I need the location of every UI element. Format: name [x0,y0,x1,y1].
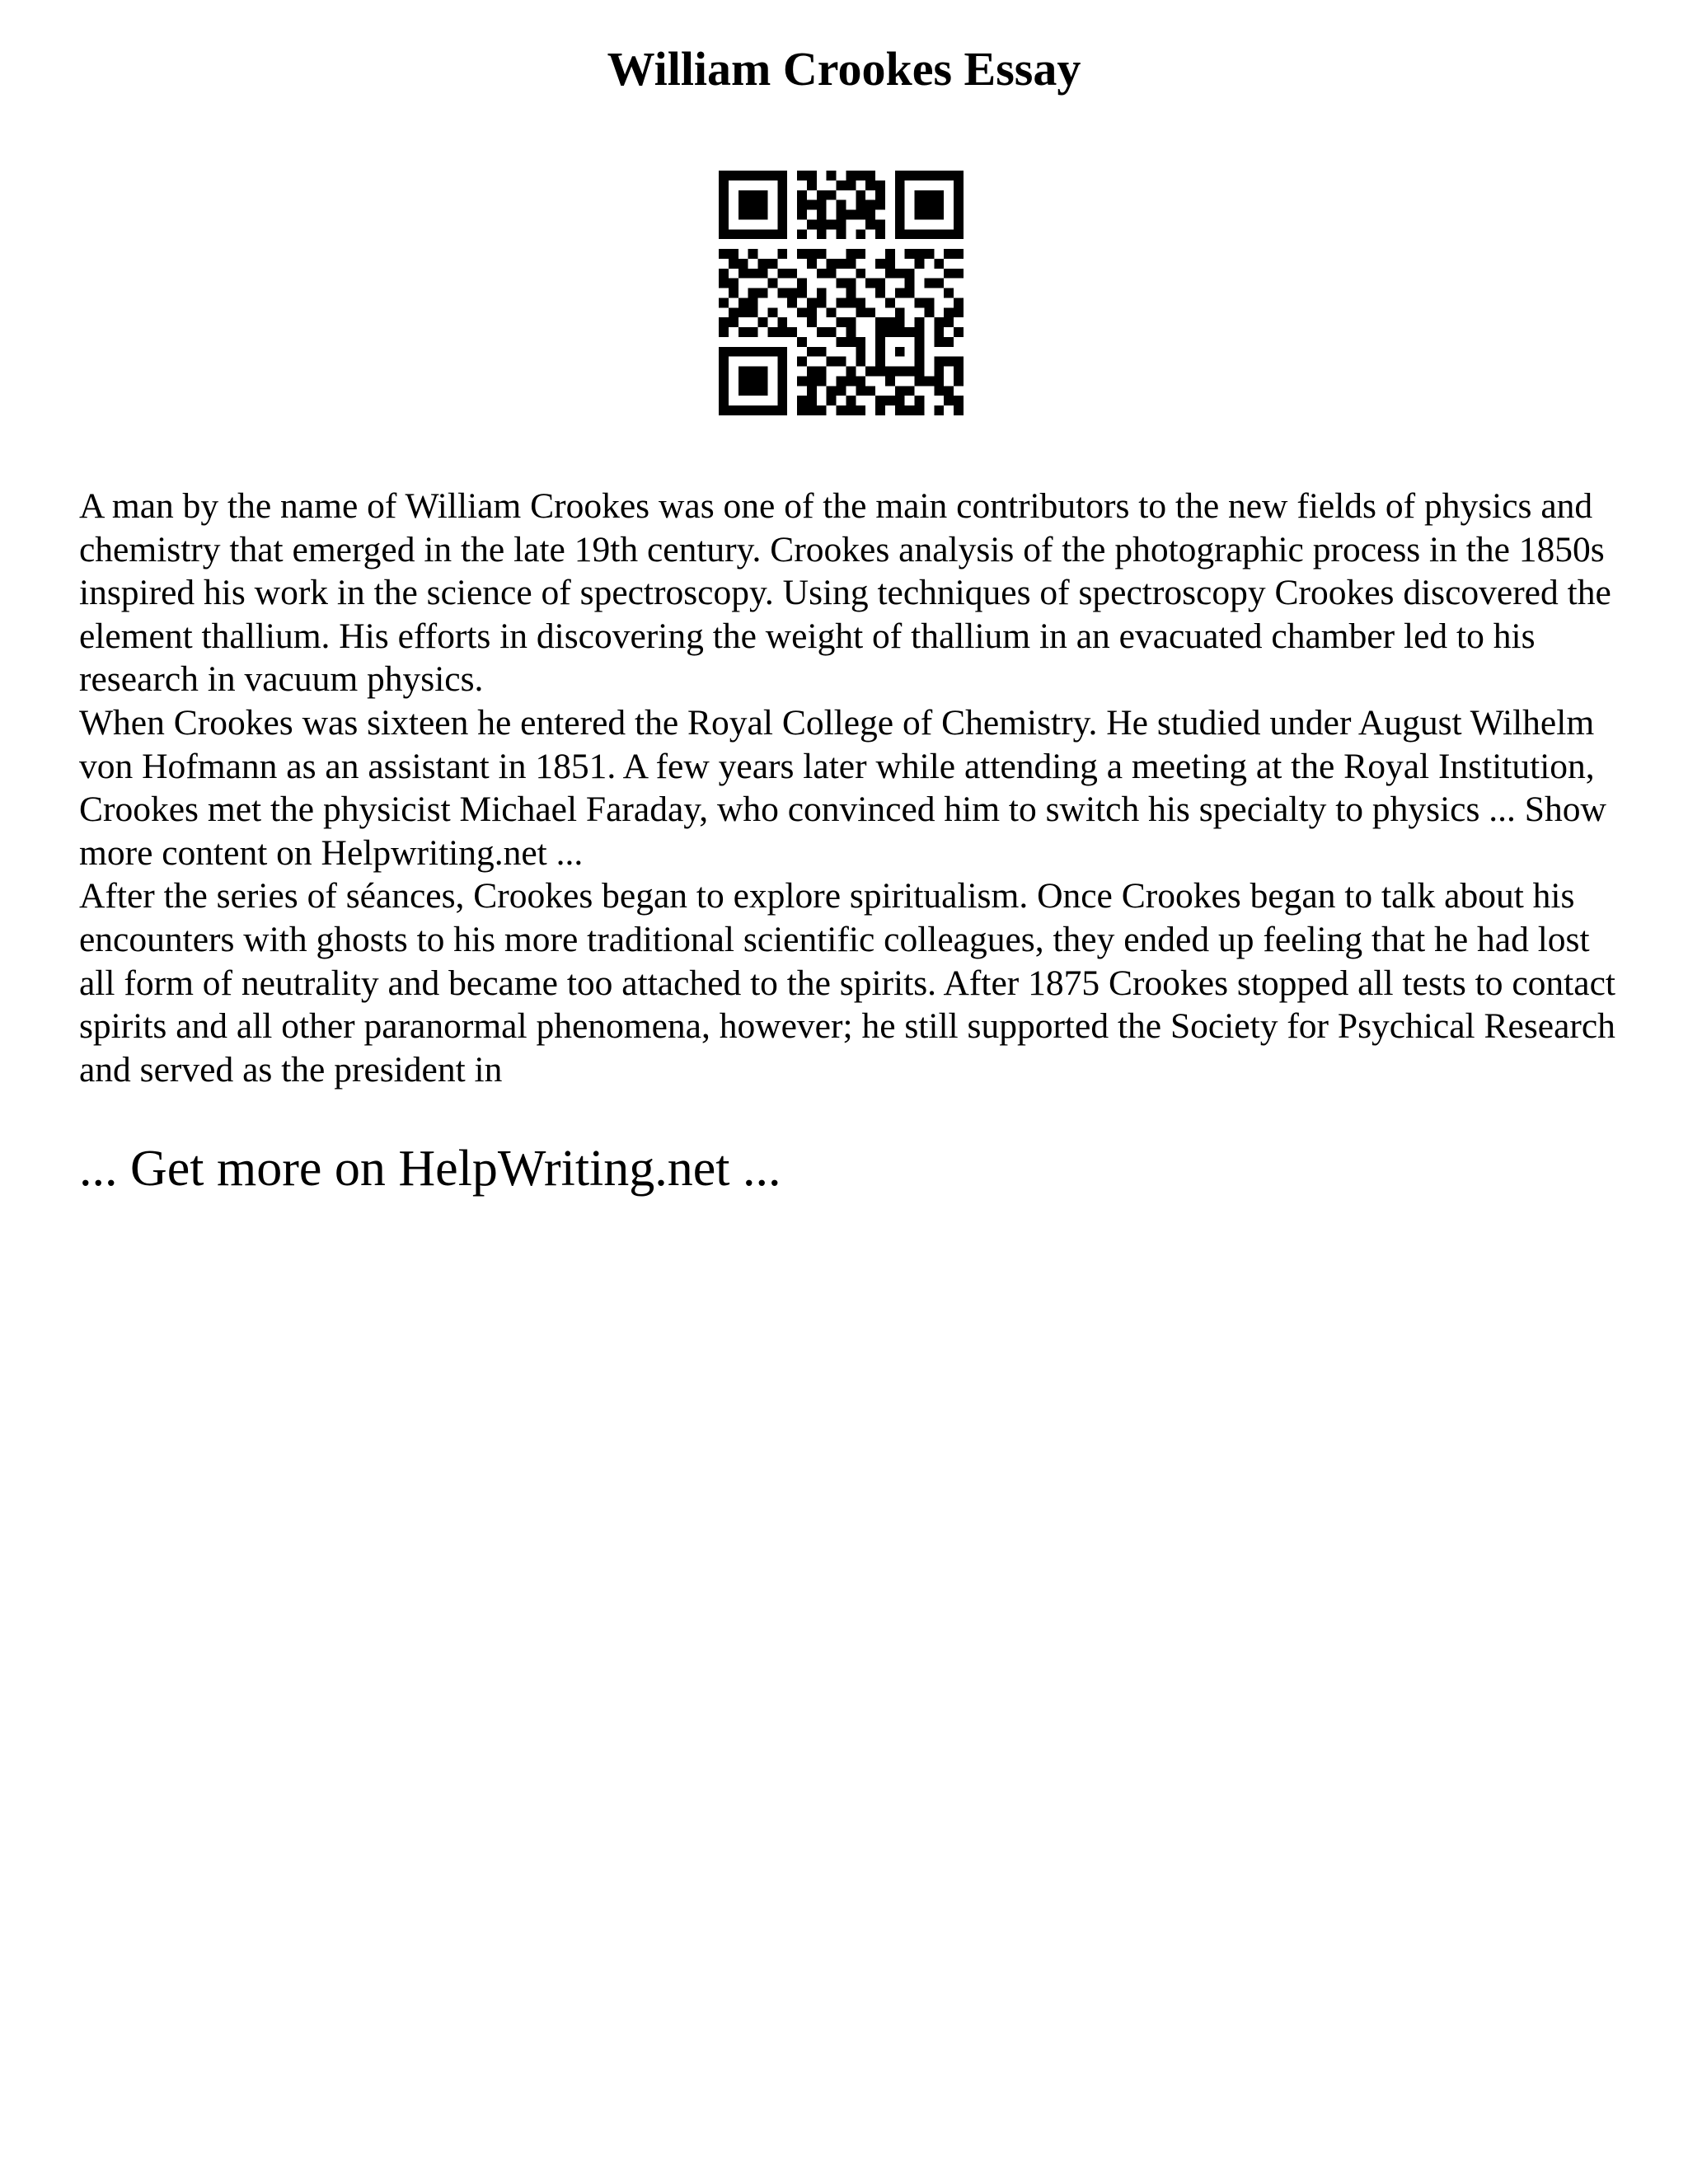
get-more-link[interactable]: ... Get more on HelpWriting.net ... [79,1141,781,1197]
qr-code-icon [719,171,964,415]
essay-body [79,485,1629,1091]
essay-paragraph: When Crookes was sixteen he entered the Royal College of Chemistry. He studied under August Wilhelm von Hofmann as an assistant in 1851. A few years later while attending a meeting at the Royal Institution, Crookes met the physicist Michael Faraday, who convinced him to switch his specialty to physics ... Show more content on Helpwriting.net ... [79,702,1606,873]
essay-paragraph: After the series of séances, Crookes began to explore spiritualism. Once Crookes began to talk about his encounters with ghosts to his more traditional scientific colleagues, they ended up feeling that he had lost all form of neutrality and became too attached to the spirits. After 1875 Crookes stopped all tests to contact spirits and all other paranormal phenomena, however; he still supported the Society for Psychical Research and served as the president in [79,876,1615,1090]
page-title: William Crookes Essay [607,42,1081,96]
essay-paragraph: A man by the name of William Crookes was one of the main contributors to the new fields of physics and chemistry that emerged in the late 19th century. Crookes analysis of the photographic process in the 1850s inspired his work in the science of spectroscopy. Using techniques of spectroscopy Crookes discovered the element thallium. His efforts in discovering the weight of thallium in an evacuated chamber led to his research in vacuum physics. [79,486,1611,700]
